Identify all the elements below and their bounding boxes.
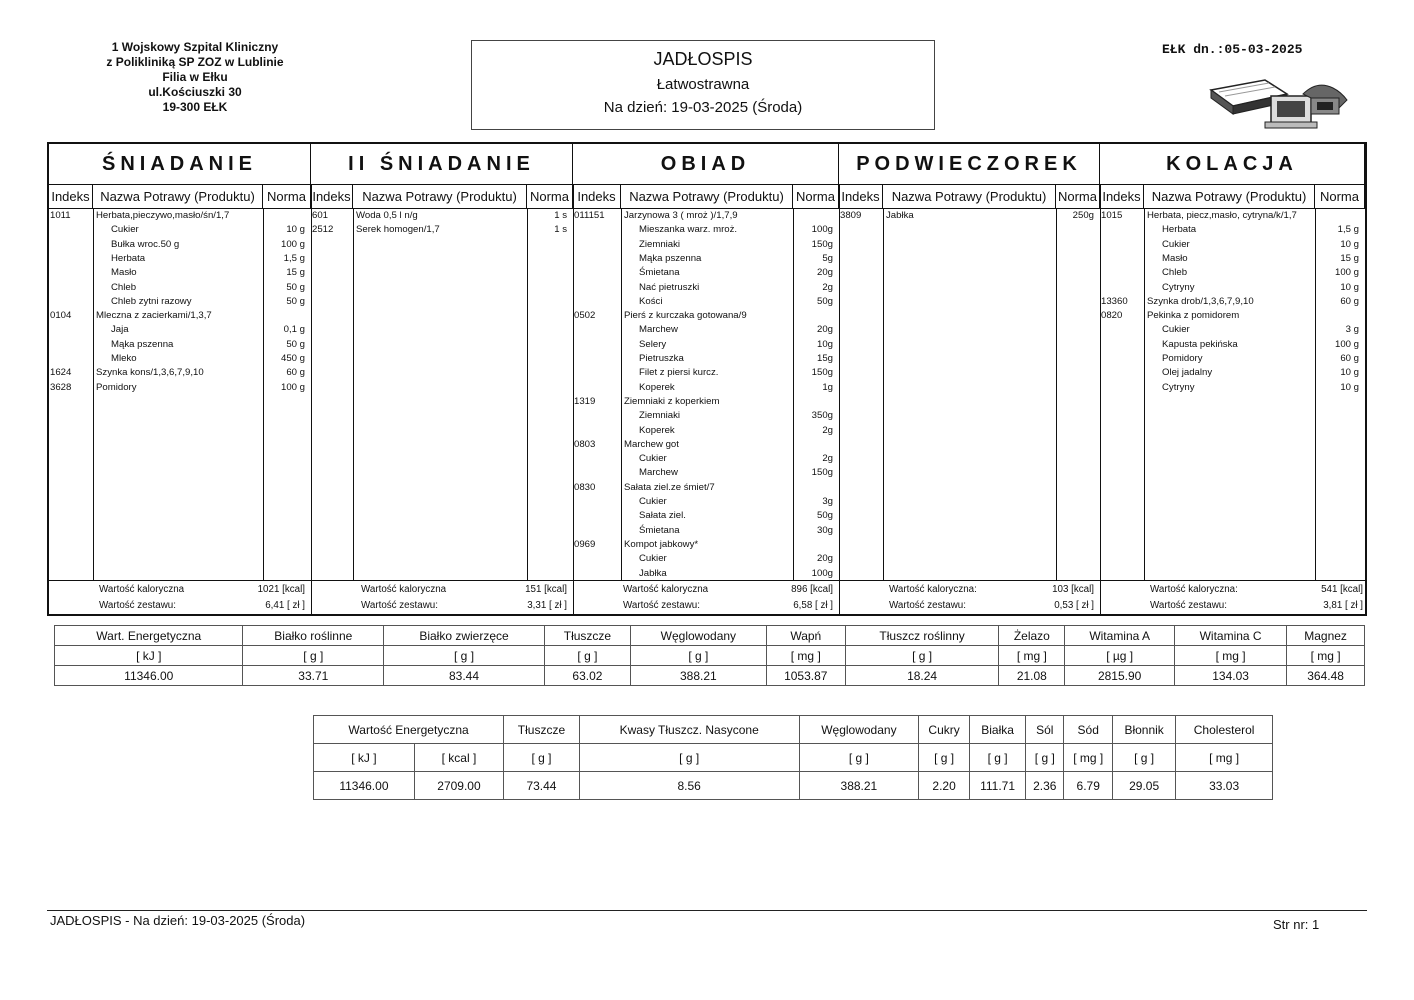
hospital-line: 19-300 EŁK (162, 100, 228, 114)
row-name: Bułka wroc.50 g (111, 238, 180, 250)
row-norm: 100g (811, 224, 833, 236)
row-norm: 50 g (286, 281, 305, 293)
nutrient-header: Witamina C (1175, 626, 1287, 646)
column-header: Indeks (573, 185, 621, 209)
nutrient-unit: [ kcal ] (414, 744, 503, 772)
row-name: Sałata ziel.ze śmiet/7 (624, 481, 715, 493)
nutrient-unit: [ g ] (969, 744, 1025, 772)
hospital-line: ul.Kościuszki 30 (148, 85, 242, 99)
row-name: Mąka pszenna (111, 338, 174, 350)
column-header: Indeks (49, 185, 93, 209)
nutrient-unit: [ mg ] (1175, 646, 1287, 666)
nutrient-unit: [ kJ ] (55, 646, 243, 666)
row-name: Chleb zytni razowy (111, 295, 192, 307)
row-name: Mleko (111, 353, 137, 364)
row-norm: 1 s (554, 224, 567, 236)
row-norm: 100 g (1334, 338, 1359, 350)
row-name: Marchew got (624, 438, 679, 450)
nutrient-header: Kwasy Tłuszcz. Nasycone (579, 716, 799, 744)
nutrient-header: Wart. Energetyczna (55, 626, 243, 646)
kcal-value: 151 [kcal] (525, 584, 567, 595)
row-norm: 10 g (286, 224, 305, 236)
row-norm: 20g (816, 553, 833, 565)
row-norm: 1g (822, 381, 833, 393)
row-name: Pietruszka (639, 353, 684, 364)
nutrient-header: Żelazo (999, 626, 1065, 646)
column-header: Indeks (311, 185, 353, 209)
nutrition-table-1 (54, 625, 1365, 686)
nutrient-header: Białko roślinne (243, 626, 384, 646)
row-name: Mąka pszenna (639, 252, 702, 264)
column-header: Norma (527, 185, 573, 209)
kcal-label: Wartość kaloryczna (99, 584, 185, 595)
kcal-label: Wartość kaloryczna (361, 584, 447, 595)
row-index: 1319 (574, 395, 596, 407)
row-name: Cukier (111, 224, 139, 236)
nutrient-value: 2709.00 (414, 772, 503, 800)
nutrient-unit: [ mg ] (999, 646, 1065, 666)
diet-name: Łatwostrawna (656, 76, 750, 93)
nutrient-header: Tłuszcz roślinny (845, 626, 999, 646)
document-code: EŁK dn.:05-03-2025 (1162, 42, 1303, 57)
row-norm: 5g (822, 252, 833, 264)
row-index: 011151 (574, 210, 605, 221)
nutrient-value: 11346.00 (314, 772, 415, 800)
nutrient-value: 33.03 (1176, 772, 1273, 800)
row-name: Olej jadalny (1162, 367, 1213, 379)
row-name: Cytryny (1162, 281, 1195, 293)
row-name: Herbata,pieczywo,masło/śn/1,7 (96, 210, 230, 221)
kcal-value: 896 [kcal] (791, 584, 833, 595)
row-name: Jaja (111, 324, 129, 336)
nutrient-unit: [ g ] (1026, 744, 1064, 772)
nutrient-unit: [ g ] (384, 646, 545, 666)
book-computer-icon (1205, 68, 1355, 135)
column-header: Nazwa Potrawy (Produktu) (883, 185, 1056, 209)
nutrient-value: 33.71 (243, 666, 384, 686)
row-name: Woda 0,5 l n/g (356, 210, 418, 221)
column-divider (353, 209, 354, 580)
row-name: Jarzynowa 3 ( mroż )/1,7,9 (624, 210, 738, 221)
row-index: 0502 (574, 310, 596, 322)
row-norm: 1 s (554, 210, 567, 221)
row-name: Koperek (639, 424, 675, 436)
row-norm: 100 g (280, 238, 305, 250)
row-norm: 3g (822, 496, 833, 507)
row-name: Cukier (639, 453, 667, 465)
row-name: Koperek (639, 381, 675, 393)
row-name: Szynka drob/1,3,6,7,9,10 (1147, 295, 1254, 307)
nutrient-unit: [ g ] (243, 646, 384, 666)
row-norm: 150g (811, 238, 833, 250)
cost-label: Wartość zestawu: (361, 600, 438, 611)
cost-value: 3,81 [ zł ] (1323, 600, 1363, 611)
nutrient-unit: [ g ] (845, 646, 999, 666)
nutrient-header: Wartość Energetyczna (314, 716, 504, 744)
nutrient-value: 63.02 (544, 666, 630, 686)
row-name: Ziemniaki z koperkiem (624, 395, 720, 407)
nutrient-value: 134.03 (1175, 666, 1287, 686)
nutrient-value: 8.56 (579, 772, 799, 800)
column-header: Nazwa Potrawy (Produktu) (621, 185, 793, 209)
nutrient-unit: [ g ] (544, 646, 630, 666)
nutrient-value: 21.08 (999, 666, 1065, 686)
row-name: Jabłka (639, 567, 667, 579)
row-name: Pierś z kurczaka gotowana/9 (624, 310, 747, 322)
row-norm: 250g (1072, 210, 1094, 221)
nutrient-unit: [ g ] (799, 744, 919, 772)
hospital-line: Filia w Ełku (162, 70, 228, 84)
row-name: Pomidory (96, 381, 137, 393)
row-index: 0830 (574, 481, 596, 493)
nutrient-value: 11346.00 (55, 666, 243, 686)
meal-divider (1100, 184, 1101, 616)
row-index: 3809 (840, 210, 862, 221)
row-index: 1624 (50, 367, 72, 379)
nutrient-header: Białko zwierzęce (384, 626, 545, 646)
column-header: Indeks (1100, 185, 1144, 209)
nutrient-header: Błonnik (1113, 716, 1176, 744)
nutrient-value: 2.20 (919, 772, 970, 800)
row-norm: 15g (816, 353, 833, 364)
nutrient-value: 111.71 (969, 772, 1025, 800)
row-norm: 10 g (1340, 238, 1359, 250)
row-norm: 50 g (286, 295, 305, 307)
column-divider (1144, 209, 1145, 580)
nutrient-header: Witamina A (1065, 626, 1175, 646)
row-index: 2512 (312, 224, 334, 236)
row-norm: 2g (822, 424, 833, 436)
row-norm: 30g (816, 524, 833, 536)
row-norm: 20g (816, 267, 833, 279)
row-norm: 50g (816, 510, 833, 522)
column-header: Norma (1315, 185, 1365, 209)
nutrient-header: Magnez (1287, 626, 1365, 646)
nutrition-table-2 (313, 715, 1273, 800)
kcal-value: 1021 [kcal] (257, 584, 305, 595)
row-name: Nać pietruszki (639, 281, 700, 293)
nutrient-unit: [ g ] (504, 744, 580, 772)
row-name: Herbata, piecz,masło, cytryna/k/1,7 (1147, 210, 1297, 221)
meal-title: ŚNIADANIE (49, 144, 311, 184)
nutrient-unit: [ g ] (1113, 744, 1176, 772)
row-name: Sałata ziel. (639, 510, 686, 522)
nutrient-unit: [ kJ ] (314, 744, 415, 772)
row-norm: 15 g (286, 267, 305, 279)
page-title: JADŁOSPIS (653, 49, 753, 69)
kcal-value: 541 [kcal] (1321, 584, 1363, 595)
nutrient-unit: [ mg ] (766, 646, 845, 666)
nutrient-value: 73.44 (504, 772, 580, 800)
row-norm: 10 g (1340, 367, 1359, 379)
column-header: Norma (263, 185, 311, 209)
title-box (471, 40, 935, 130)
column-header: Norma (793, 185, 839, 209)
row-name: Masło (1162, 252, 1188, 264)
hospital-address (80, 40, 310, 115)
row-name: Cukier (1162, 238, 1190, 250)
nutrient-value: 388.21 (630, 666, 766, 686)
row-index: 0969 (574, 538, 596, 550)
row-name: Marchew (639, 467, 678, 479)
cost-label: Wartość zestawu: (889, 600, 966, 611)
nutrient-header: Węglowodany (799, 716, 919, 744)
row-name: Ziemniaki (639, 238, 681, 250)
meal-title: II ŚNIADANIE (311, 144, 573, 184)
row-name: Cytryny (1162, 381, 1195, 393)
nutrient-value: 83.44 (384, 666, 545, 686)
nutrient-header: Węglowodany (630, 626, 766, 646)
row-index: 0104 (50, 310, 72, 322)
row-name: Masło (111, 267, 137, 279)
hospital-line: 1 Wojskowy Szpital Kliniczny (111, 40, 279, 54)
nutrient-unit: [ mg ] (1176, 744, 1273, 772)
nutrient-header: Tłuszcze (544, 626, 630, 646)
row-norm: 100g (811, 567, 833, 579)
menu-grid (47, 142, 1367, 616)
nutrient-value: 2815.90 (1065, 666, 1175, 686)
nutrient-value: 388.21 (799, 772, 919, 800)
row-name: Herbata (1162, 224, 1197, 236)
nutrient-header: Cukry (919, 716, 970, 744)
meal-title: OBIAD (573, 144, 839, 184)
column-divider (527, 209, 528, 580)
column-divider (1056, 209, 1057, 580)
row-name: Pekinka z pomidorem (1147, 310, 1240, 322)
row-index: 601 (312, 210, 329, 221)
row-name: Kapusta pekińska (1162, 338, 1238, 350)
cost-value: 6,41 [ zł ] (265, 600, 305, 611)
cost-value: 6,58 [ zł ] (793, 600, 833, 611)
date-line: Na dzień: 19-03-2025 (Środa) (603, 99, 803, 116)
nutrient-value: 29.05 (1113, 772, 1176, 800)
column-header: Nazwa Potrawy (Produktu) (1144, 185, 1315, 209)
row-norm: 1,5 g (283, 252, 305, 264)
row-index: 3628 (50, 381, 72, 393)
row-name: Kompot jabkowy* (624, 538, 699, 550)
meal-title: PODWIECZOREK (839, 144, 1100, 184)
row-name: Kości (639, 295, 663, 307)
nutrient-value: 2.36 (1026, 772, 1064, 800)
row-name: Marchew (639, 324, 678, 336)
row-norm: 2g (822, 281, 833, 293)
row-index: 13360 (1101, 295, 1128, 307)
row-norm: 450 g (280, 353, 305, 364)
row-name: Śmietana (639, 267, 680, 279)
row-norm: 10g (816, 338, 833, 350)
cost-label: Wartość zestawu: (99, 600, 176, 611)
nutrient-value: 1053.87 (766, 666, 845, 686)
nutrient-unit: [ mg ] (1287, 646, 1365, 666)
row-index: 0803 (574, 438, 596, 450)
nutrient-header: Tłuszcze (504, 716, 580, 744)
kcal-label: Wartość kaloryczna (623, 584, 709, 595)
row-norm: 100 g (280, 381, 305, 393)
row-name: Serek homogen/1,7 (356, 224, 440, 236)
nutrient-value: 6.79 (1064, 772, 1113, 800)
column-header: Nazwa Potrawy (Produktu) (353, 185, 527, 209)
nutrient-unit: [ g ] (919, 744, 970, 772)
kcal-value: 103 [kcal] (1052, 584, 1094, 595)
nutrient-value: 364.48 (1287, 666, 1365, 686)
row-norm: 100 g (1334, 267, 1359, 279)
row-name: Herbata (111, 252, 146, 264)
row-norm: 150g (811, 367, 833, 379)
row-name: Cukier (639, 496, 667, 507)
row-name: Jabłka (886, 210, 914, 221)
cost-label: Wartość zestawu: (1150, 600, 1227, 611)
row-norm: 60 g (286, 367, 305, 379)
nutrient-value: 18.24 (845, 666, 999, 686)
row-name: Szynka kons/1,3,6,7,9,10 (96, 367, 204, 379)
row-name: Pomidory (1162, 353, 1203, 364)
kcal-label: Wartość kaloryczna: (1150, 584, 1238, 595)
row-name: Chleb (111, 281, 137, 293)
nutrient-header: Sód (1064, 716, 1113, 744)
nutrient-header: Cholesterol (1176, 716, 1273, 744)
row-name: Filet z piersi kurcz. (639, 367, 719, 379)
column-header: Nazwa Potrawy (Produktu) (93, 185, 263, 209)
cost-value: 0,53 [ zł ] (1054, 600, 1094, 611)
row-name: Selery (639, 338, 667, 350)
row-norm: 1,5 g (1337, 224, 1359, 236)
footer-divider (47, 910, 1367, 911)
row-index: 1015 (1101, 210, 1123, 221)
row-index: 1011 (50, 210, 71, 221)
row-norm: 50g (816, 295, 833, 307)
meal-divider (311, 184, 312, 616)
column-header: Indeks (839, 185, 883, 209)
row-norm: 15 g (1340, 252, 1359, 264)
row-name: Ziemniaki (639, 410, 681, 422)
row-norm: 10 g (1340, 381, 1359, 393)
row-norm: 2g (822, 453, 833, 465)
row-name: Cukier (639, 553, 667, 565)
column-divider (621, 209, 622, 580)
row-norm: 350g (811, 410, 833, 422)
row-norm: 60 g (1340, 353, 1359, 364)
summary-divider (49, 580, 1365, 581)
row-name: Mleczna z zacierkami/1,3,7 (96, 310, 212, 322)
row-index: 0820 (1101, 310, 1123, 322)
row-norm: 50 g (286, 338, 305, 350)
row-name: Cukier (1162, 324, 1190, 336)
nutrient-header: Wapń (766, 626, 845, 646)
row-name: Mieszanka warz. mroż. (639, 224, 738, 236)
nutrient-unit: [ g ] (630, 646, 766, 666)
nutrient-header: Białka (969, 716, 1025, 744)
row-norm: 0,1 g (283, 324, 305, 336)
nutrient-unit: [ µg ] (1065, 646, 1175, 666)
column-divider (93, 209, 94, 580)
hospital-line: z Polikliniką SP ZOZ w Lublinie (106, 55, 284, 69)
nutrient-unit: [ mg ] (1064, 744, 1113, 772)
row-name: Chleb (1162, 267, 1188, 279)
column-header: Norma (1056, 185, 1100, 209)
kcal-label: Wartość kaloryczna: (889, 584, 977, 595)
cost-value: 3,31 [ zł ] (527, 600, 567, 611)
page-number: Str nr: 1 (1273, 917, 1320, 932)
cost-label: Wartość zestawu: (623, 600, 700, 611)
footer-title: JADŁOSPIS - Na dzień: 19-03-2025 (Środa) (50, 913, 306, 928)
row-norm: 3 g (1345, 324, 1359, 336)
row-norm: 10 g (1340, 281, 1359, 293)
column-divider (883, 209, 884, 580)
meal-title: KOLACJA (1100, 144, 1365, 184)
nutrient-header: Sól (1026, 716, 1064, 744)
row-norm: 150g (811, 467, 833, 479)
row-name: Śmietana (639, 524, 680, 536)
meal-divider (839, 184, 840, 616)
row-norm: 60 g (1340, 295, 1359, 307)
row-norm: 20g (816, 324, 833, 336)
nutrient-unit: [ g ] (579, 744, 799, 772)
